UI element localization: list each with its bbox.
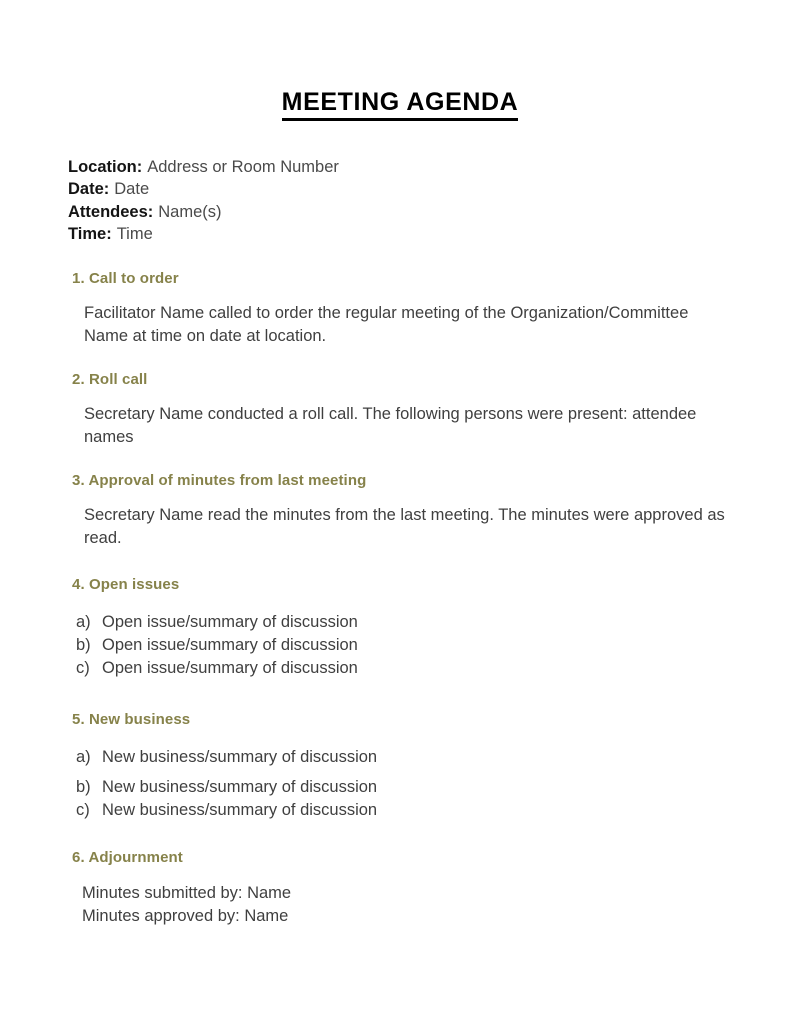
section-title-2: Roll call (89, 370, 148, 388)
section-title-4: Open issues (89, 575, 180, 593)
meta-value-location: Address or Room Number (147, 157, 339, 176)
meta-row-attendees (68, 201, 732, 224)
meta-row-time (68, 223, 732, 246)
list-marker: b) (76, 777, 91, 796)
section-body-2: Secretary Name conducted a roll call. The following persons were present: attendee names (84, 404, 697, 446)
section-title-5: New business (89, 710, 191, 728)
list-item (76, 634, 732, 657)
section-heading-open-issues (72, 575, 732, 595)
meta-value-attendees: Name(s) (158, 202, 222, 221)
section-new-business (68, 710, 732, 822)
meta-row-date (68, 178, 732, 201)
meta-label-time: Time: (68, 225, 112, 244)
section-call-to-order (68, 269, 732, 348)
section-heading-new-business (72, 710, 732, 730)
section-open-issues (68, 575, 732, 680)
section-number-6: 6. (72, 848, 85, 866)
section-body-1: Facilitator Name called to order the regular meeting of the Organization/Committee Name at time on date at location. (84, 303, 689, 345)
section-heading-approval-of-minutes (72, 471, 732, 491)
section-heading-call-to-order (72, 269, 732, 289)
list-marker: a) (76, 612, 91, 631)
meeting-details-block (68, 156, 732, 246)
list-item-text: New business/summary of discussion (102, 777, 378, 796)
list-marker: a) (76, 747, 91, 766)
section-number-3: 3. (72, 471, 85, 489)
meta-label-date: Date: (68, 180, 110, 199)
list-item-text: Open issue/summary of discussion (102, 658, 358, 677)
document-title-container (68, 0, 732, 121)
list-item-text: Open issue/summary of discussion (102, 612, 358, 631)
list-item (76, 799, 732, 822)
section-title-3: Approval of minutes from last meeting (88, 471, 367, 489)
section-adjournment (68, 848, 732, 928)
section-approval-of-minutes (68, 471, 732, 550)
new-business-list (76, 746, 732, 822)
list-marker: c) (76, 658, 90, 677)
closing-block (82, 882, 732, 928)
meta-label-location: Location: (68, 157, 143, 176)
section-number-4: 4. (72, 575, 85, 593)
meta-value-date: Date (114, 180, 150, 199)
section-heading-adjournment (72, 848, 732, 868)
list-item-text: New business/summary of discussion (102, 747, 378, 766)
meta-label-attendees: Attendees: (68, 202, 154, 221)
minutes-submitted-by: Minutes submitted by: Name (82, 883, 292, 902)
section-title-1: Call to order (89, 269, 179, 287)
section-number-1: 1. (72, 269, 85, 287)
list-marker: b) (76, 635, 91, 654)
list-item-text: New business/summary of discussion (102, 800, 378, 819)
section-roll-call (68, 370, 732, 449)
list-item (76, 746, 732, 769)
list-item (76, 657, 732, 680)
list-item-text: Open issue/summary of discussion (102, 635, 358, 654)
list-item (76, 776, 732, 799)
meta-value-time: Time (116, 225, 153, 244)
open-issues-list (76, 611, 732, 680)
minutes-approved-by: Minutes approved by: Name (82, 906, 289, 925)
section-number-2: 2. (72, 370, 85, 388)
section-title-6: Adjournment (88, 848, 183, 866)
section-body-3: Secretary Name read the minutes from the last meeting. The minutes were approved as read. (84, 505, 725, 547)
section-heading-roll-call (72, 370, 732, 390)
meta-row-location (68, 156, 732, 179)
list-marker: c) (76, 800, 90, 819)
section-number-5: 5. (72, 710, 85, 728)
list-item (76, 611, 732, 634)
page-title: MEETING AGENDA (282, 88, 519, 121)
